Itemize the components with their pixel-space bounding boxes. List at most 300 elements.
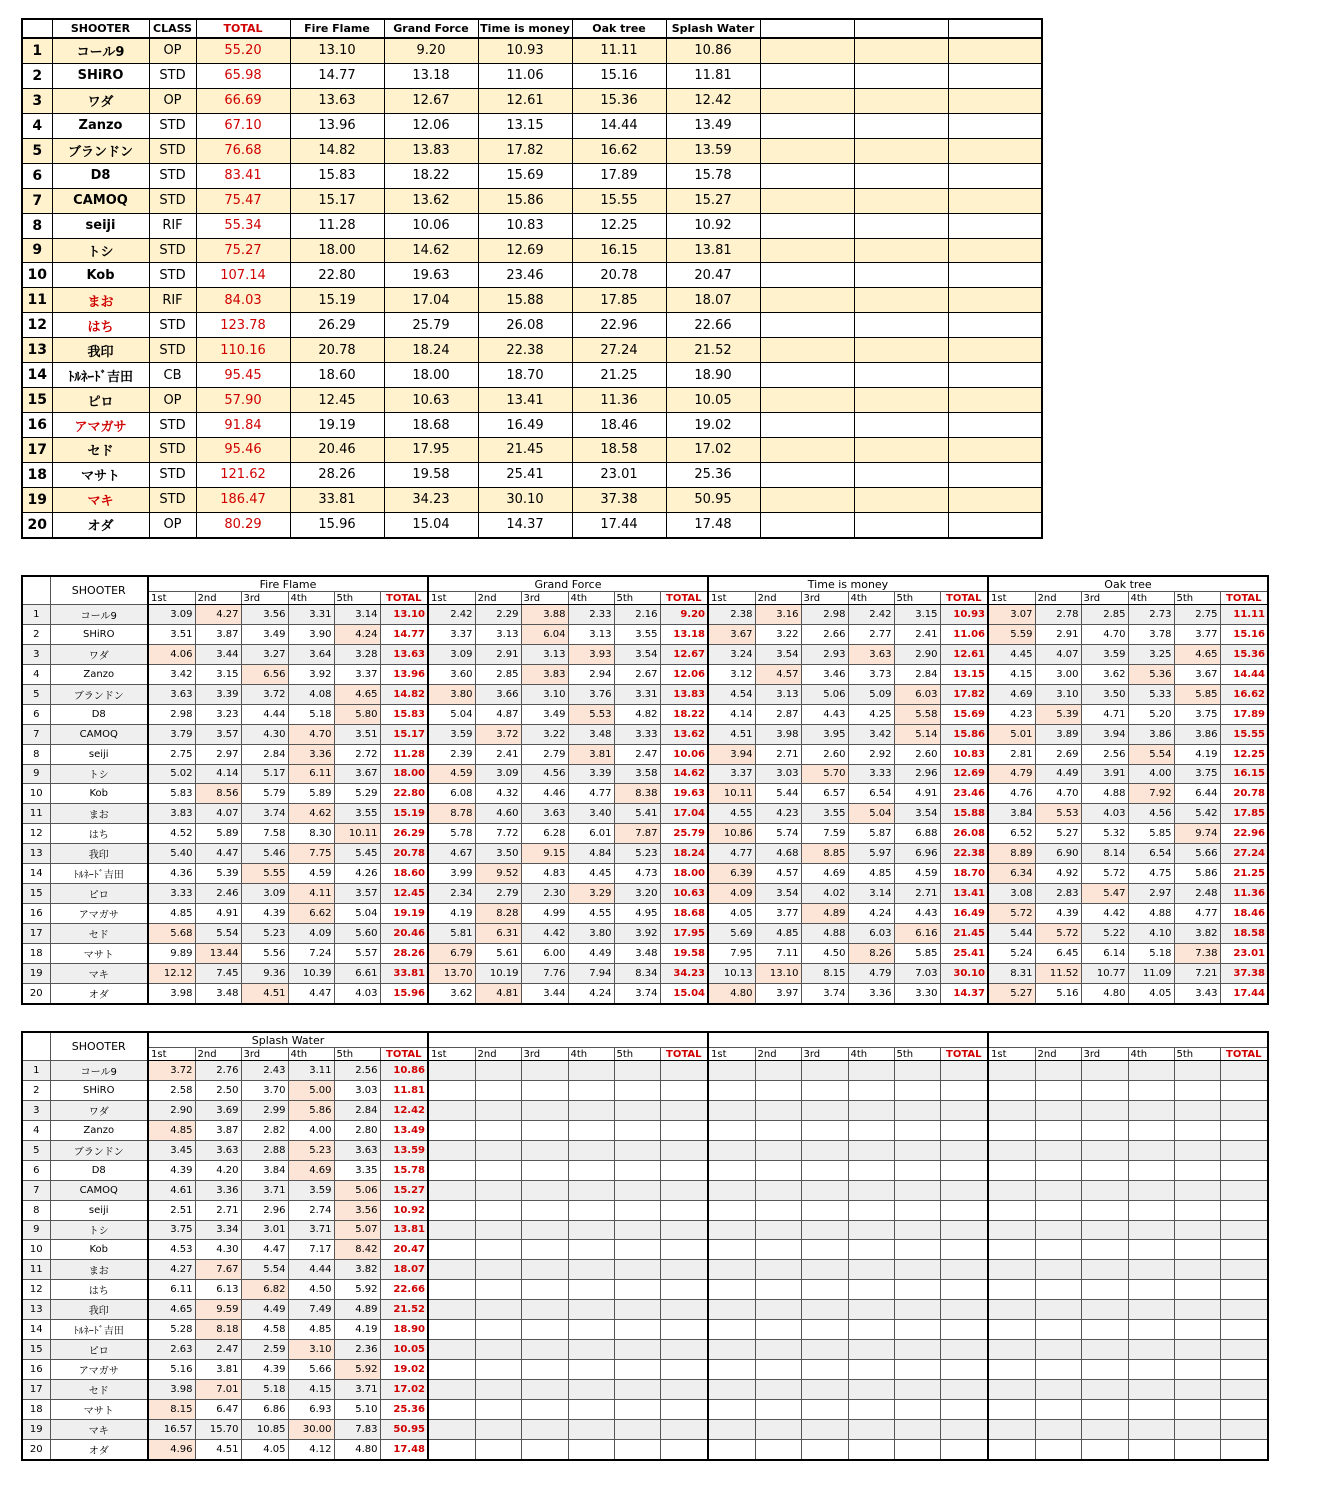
string-time — [848, 1240, 894, 1260]
stage-time: 10.06 — [384, 213, 478, 238]
stage-total: 18.00 — [660, 864, 708, 884]
stage-total — [1220, 1419, 1268, 1439]
stage-total — [940, 1300, 988, 1320]
string-time: 5.04 — [848, 804, 894, 824]
string-time — [521, 1140, 568, 1160]
stage-group-header: Grand Force — [428, 576, 708, 592]
shooter-name: アマガサ — [52, 413, 149, 438]
string-time: 13.10 — [755, 963, 801, 983]
string-time: 4.69 — [288, 1160, 334, 1180]
string-time: 5.14 — [894, 724, 940, 744]
string-time: 5.78 — [428, 824, 475, 844]
string-time: 3.00 — [1035, 664, 1081, 684]
summary-row — [22, 288, 1042, 313]
string-time: 5.54 — [1128, 744, 1174, 764]
string-time: 4.62 — [288, 804, 334, 824]
string-time — [1081, 1280, 1128, 1300]
string-time: 5.59 — [988, 624, 1035, 644]
string-time — [1128, 1360, 1174, 1380]
string-time: 2.71 — [755, 744, 801, 764]
string-time: 10.11 — [708, 784, 755, 804]
string-time — [848, 1200, 894, 1220]
string-time — [894, 1100, 940, 1120]
string-time: 3.01 — [241, 1220, 288, 1240]
stage-time: 11.06 — [478, 63, 572, 88]
shooter-name: CAMOQ — [50, 1180, 148, 1200]
string-time: 6.54 — [1128, 844, 1174, 864]
shooter-class: STD — [149, 263, 196, 288]
summary-empty-header-cell — [948, 19, 1042, 38]
string-time — [1035, 1280, 1081, 1300]
total-time: 65.98 — [196, 63, 290, 88]
string-subheader: 1st — [148, 592, 195, 605]
string-time: 3.55 — [801, 804, 848, 824]
string-time — [848, 1360, 894, 1380]
string-time — [1035, 1419, 1081, 1439]
string-time: 8.89 — [988, 844, 1035, 864]
stage-group-header — [988, 1032, 1268, 1048]
stage-time: 18.68 — [384, 413, 478, 438]
string-time: 4.87 — [475, 704, 521, 724]
shooter-name: ﾄﾙﾈｰﾄﾞ吉田 — [50, 864, 148, 884]
empty-cell — [854, 338, 948, 363]
stage-total: 14.77 — [380, 624, 428, 644]
string-time: 2.91 — [475, 644, 521, 664]
shooter-number: 1 — [22, 38, 52, 63]
shooter-number: 13 — [22, 1300, 50, 1320]
string-time — [1174, 1240, 1220, 1260]
string-time — [988, 1280, 1035, 1300]
string-time: 5.28 — [148, 1320, 195, 1340]
string-time: 5.79 — [241, 784, 288, 804]
shooter-name: はち — [50, 824, 148, 844]
string-time: 8.15 — [801, 963, 848, 983]
stage-total — [940, 1120, 988, 1140]
string-time: 4.46 — [521, 784, 568, 804]
string-time: 5.97 — [848, 844, 894, 864]
string-time: 4.42 — [1081, 904, 1128, 924]
string-time: 2.98 — [801, 605, 848, 625]
string-time: 4.09 — [288, 924, 334, 944]
stage-time: 10.86 — [666, 38, 760, 63]
string-time: 3.56 — [334, 1200, 380, 1220]
string-time — [568, 1120, 614, 1140]
stage-time: 15.86 — [478, 188, 572, 213]
total-subheader: TOTAL — [1220, 592, 1268, 605]
string-time — [521, 1439, 568, 1459]
empty-cell — [760, 63, 854, 88]
shooter-number: 14 — [22, 864, 50, 884]
string-time: 5.58 — [894, 704, 940, 724]
string-time: 2.71 — [894, 884, 940, 904]
string-time: 3.63 — [195, 1140, 241, 1160]
string-time — [708, 1360, 755, 1380]
string-time: 2.80 — [334, 1120, 380, 1140]
string-time: 2.83 — [1035, 884, 1081, 904]
string-time: 4.70 — [1081, 624, 1128, 644]
string-time: 4.76 — [988, 784, 1035, 804]
string-time: 5.87 — [848, 824, 894, 844]
empty-cell — [760, 288, 854, 313]
string-time — [521, 1240, 568, 1260]
string-time: 2.98 — [148, 704, 195, 724]
shooter-name: SHiRO — [52, 63, 149, 88]
string-time: 5.72 — [988, 904, 1035, 924]
stage-total: 11.36 — [1220, 884, 1268, 904]
string-time: 5.92 — [334, 1280, 380, 1300]
string-time — [848, 1320, 894, 1340]
string-time: 5.10 — [334, 1399, 380, 1419]
shooter-name: まお — [52, 288, 149, 313]
string-subheader: 5th — [1174, 1048, 1220, 1061]
string-subheader: 4th — [288, 1048, 334, 1061]
string-time — [801, 1320, 848, 1340]
string-time: 3.23 — [195, 704, 241, 724]
stage-total: 18.07 — [380, 1260, 428, 1280]
stage-total: 21.52 — [380, 1300, 428, 1320]
stage-time: 15.27 — [666, 188, 760, 213]
stage-total — [660, 1380, 708, 1400]
string-time — [755, 1360, 801, 1380]
string-time: 3.36 — [195, 1180, 241, 1200]
string-time: 3.81 — [568, 744, 614, 764]
string-time: 4.05 — [241, 1439, 288, 1459]
stage-total: 13.59 — [380, 1140, 428, 1160]
shooter-header: SHOOTER — [50, 576, 148, 605]
shooter-name: マキ — [50, 963, 148, 983]
string-time: 3.86 — [1128, 724, 1174, 744]
string-time: 3.98 — [148, 1380, 195, 1400]
stage-total: 13.15 — [940, 664, 988, 684]
string-time — [801, 1439, 848, 1459]
string-time: 6.00 — [521, 943, 568, 963]
string-time — [475, 1140, 521, 1160]
string-time — [614, 1220, 660, 1240]
string-time — [568, 1419, 614, 1439]
stage-total: 15.04 — [660, 983, 708, 1003]
shooter-name: ﾄﾙﾈｰﾄﾞ吉田 — [52, 363, 149, 388]
string-time: 3.08 — [988, 884, 1035, 904]
string-time — [755, 1380, 801, 1400]
string-time: 5.54 — [195, 924, 241, 944]
string-time: 7.49 — [288, 1300, 334, 1320]
string-time: 3.66 — [475, 684, 521, 704]
string-time — [708, 1100, 755, 1120]
string-time — [848, 1061, 894, 1081]
string-time: 4.12 — [288, 1439, 334, 1459]
string-time — [1128, 1080, 1174, 1100]
stage-total: 14.82 — [380, 684, 428, 704]
string-time — [988, 1080, 1035, 1100]
string-time — [1081, 1399, 1128, 1419]
string-time — [755, 1220, 801, 1240]
stage-time: 10.92 — [666, 213, 760, 238]
string-time — [1128, 1061, 1174, 1081]
string-time: 2.90 — [148, 1100, 195, 1120]
string-time: 4.84 — [568, 844, 614, 864]
shooter-number: 7 — [22, 724, 50, 744]
stage-total — [940, 1260, 988, 1280]
stage-total: 22.66 — [380, 1280, 428, 1300]
detail-row — [22, 864, 1268, 884]
string-time: 7.03 — [894, 963, 940, 983]
string-time: 2.93 — [801, 644, 848, 664]
stage-total: 27.24 — [1220, 844, 1268, 864]
string-time: 5.18 — [1128, 943, 1174, 963]
stage-total: 18.24 — [660, 844, 708, 864]
string-time — [428, 1061, 475, 1081]
stage-total: 18.58 — [1220, 924, 1268, 944]
shooter-number: 8 — [22, 213, 52, 238]
empty-cell — [760, 388, 854, 413]
string-time — [568, 1160, 614, 1180]
stage-total: 12.06 — [660, 664, 708, 684]
string-time — [1128, 1300, 1174, 1320]
string-time — [801, 1220, 848, 1240]
string-subheader: 1st — [148, 1048, 195, 1061]
string-time — [894, 1180, 940, 1200]
string-time: 4.15 — [288, 1380, 334, 1400]
string-time: 4.03 — [334, 983, 380, 1003]
string-time — [708, 1240, 755, 1260]
string-time — [755, 1120, 801, 1140]
stage-total — [660, 1140, 708, 1160]
string-time: 5.00 — [288, 1080, 334, 1100]
string-time: 6.03 — [894, 684, 940, 704]
string-time — [801, 1399, 848, 1419]
shooter-number: 17 — [22, 438, 52, 463]
string-time: 5.47 — [1081, 884, 1128, 904]
detail-row — [22, 1380, 1268, 1400]
empty-cell — [854, 462, 948, 487]
string-time: 2.41 — [894, 624, 940, 644]
string-time: 3.81 — [195, 1360, 241, 1380]
string-time — [988, 1140, 1035, 1160]
string-time: 2.66 — [801, 624, 848, 644]
shooter-number: 5 — [22, 684, 50, 704]
stage-time: 17.04 — [384, 288, 478, 313]
string-time: 3.49 — [521, 704, 568, 724]
string-time: 5.60 — [334, 924, 380, 944]
empty-cell — [948, 263, 1042, 288]
stage-total: 17.02 — [380, 1380, 428, 1400]
string-time — [801, 1100, 848, 1120]
string-time — [894, 1380, 940, 1400]
string-time: 3.29 — [568, 884, 614, 904]
string-time: 3.74 — [614, 983, 660, 1003]
string-time: 3.57 — [195, 724, 241, 744]
string-time — [521, 1080, 568, 1100]
string-time: 4.39 — [241, 904, 288, 924]
shooter-name: D8 — [50, 704, 148, 724]
stage-time: 17.02 — [666, 438, 760, 463]
string-time: 3.62 — [1081, 664, 1128, 684]
summary-header-cell: TOTAL — [196, 19, 290, 38]
string-time: 4.23 — [988, 704, 1035, 724]
stage-total: 14.44 — [1220, 664, 1268, 684]
stage-total — [1220, 1120, 1268, 1140]
stage-time: 12.06 — [384, 113, 478, 138]
shooter-name: マサト — [50, 1399, 148, 1419]
shooter-number: 2 — [22, 1080, 50, 1100]
string-time: 9.89 — [148, 943, 195, 963]
string-time — [521, 1419, 568, 1439]
stage-total: 25.79 — [660, 824, 708, 844]
stage-total: 11.28 — [380, 744, 428, 764]
empty-cell — [760, 213, 854, 238]
stage-time: 17.48 — [666, 512, 760, 537]
stage-time: 17.95 — [384, 438, 478, 463]
string-time: 4.85 — [148, 904, 195, 924]
string-time — [568, 1340, 614, 1360]
string-time: 3.50 — [475, 844, 521, 864]
detail-row — [22, 804, 1268, 824]
string-time — [801, 1260, 848, 1280]
string-time: 5.09 — [848, 684, 894, 704]
string-time: 4.47 — [288, 983, 334, 1003]
stage-time: 13.96 — [290, 113, 384, 138]
string-time: 4.51 — [241, 983, 288, 1003]
stage-total — [660, 1120, 708, 1140]
shooter-class: STD — [149, 313, 196, 338]
string-time — [1174, 1220, 1220, 1240]
string-time — [475, 1360, 521, 1380]
string-time: 5.16 — [1035, 983, 1081, 1003]
stage-time: 22.38 — [478, 338, 572, 363]
stage-time: 18.24 — [384, 338, 478, 363]
stage-time: 12.25 — [572, 213, 666, 238]
string-time — [475, 1061, 521, 1081]
summary-row — [22, 63, 1042, 88]
string-time — [428, 1300, 475, 1320]
string-time: 5.81 — [428, 924, 475, 944]
string-time — [1081, 1340, 1128, 1360]
stage-time: 13.41 — [478, 388, 572, 413]
stage-time: 15.04 — [384, 512, 478, 537]
stage-time: 12.61 — [478, 88, 572, 113]
stage-total — [1220, 1380, 1268, 1400]
empty-cell — [854, 138, 948, 163]
string-time: 9.52 — [475, 864, 521, 884]
string-time: 2.84 — [894, 664, 940, 684]
string-time: 2.30 — [521, 884, 568, 904]
string-time — [894, 1360, 940, 1380]
detail-row — [22, 943, 1268, 963]
stage-time: 19.63 — [384, 263, 478, 288]
empty-cell — [760, 338, 854, 363]
string-time: 2.58 — [148, 1080, 195, 1100]
summary-row — [22, 213, 1042, 238]
string-time: 4.14 — [195, 764, 241, 784]
string-time: 5.17 — [241, 764, 288, 784]
string-time — [988, 1340, 1035, 1360]
stage-total: 25.41 — [940, 943, 988, 963]
stage-total — [940, 1160, 988, 1180]
stage-total: 18.70 — [940, 864, 988, 884]
string-subheader: 3rd — [1081, 1048, 1128, 1061]
string-time: 5.89 — [288, 784, 334, 804]
string-time: 3.74 — [241, 804, 288, 824]
string-time: 4.88 — [1081, 784, 1128, 804]
stage-total: 30.10 — [940, 963, 988, 983]
string-subheader: 3rd — [1081, 592, 1128, 605]
string-time — [848, 1120, 894, 1140]
summary-header-cell: SHOOTER — [52, 19, 149, 38]
string-time: 3.67 — [1174, 664, 1220, 684]
string-time: 2.94 — [568, 664, 614, 684]
string-time: 4.55 — [708, 804, 755, 824]
string-time: 3.11 — [288, 1061, 334, 1081]
string-time: 5.23 — [241, 924, 288, 944]
string-time — [1174, 1100, 1220, 1120]
stage-total — [940, 1380, 988, 1400]
string-time: 6.90 — [1035, 844, 1081, 864]
string-time — [521, 1160, 568, 1180]
string-time — [1128, 1260, 1174, 1280]
string-time: 3.14 — [334, 605, 380, 625]
string-time: 6.11 — [288, 764, 334, 784]
string-time: 4.67 — [428, 844, 475, 864]
string-time: 6.31 — [475, 924, 521, 944]
shooter-number: 18 — [22, 462, 52, 487]
string-time: 5.33 — [1128, 684, 1174, 704]
string-time — [521, 1360, 568, 1380]
stage-total — [940, 1280, 988, 1300]
total-subheader: TOTAL — [380, 1048, 428, 1061]
stage-group-header — [428, 1032, 708, 1048]
string-time: 2.88 — [241, 1140, 288, 1160]
stage-time: 15.88 — [478, 288, 572, 313]
string-subheader: 3rd — [801, 1048, 848, 1061]
string-time: 3.22 — [755, 624, 801, 644]
string-time: 3.09 — [241, 884, 288, 904]
string-time: 3.27 — [241, 644, 288, 664]
string-time — [475, 1220, 521, 1240]
empty-cell — [760, 413, 854, 438]
stage-time: 19.02 — [666, 413, 760, 438]
detail-row — [22, 1240, 1268, 1260]
stage-total: 10.83 — [940, 744, 988, 764]
string-time: 2.84 — [241, 744, 288, 764]
stage-total — [1220, 1280, 1268, 1300]
shooter-number: 19 — [22, 1419, 50, 1439]
string-time: 6.47 — [195, 1399, 241, 1419]
string-time — [755, 1200, 801, 1220]
string-time: 3.67 — [708, 624, 755, 644]
string-time — [1081, 1120, 1128, 1140]
shooter-class: STD — [149, 487, 196, 512]
string-time: 6.62 — [288, 904, 334, 924]
string-time: 7.94 — [568, 963, 614, 983]
string-time: 5.57 — [334, 943, 380, 963]
string-time: 3.59 — [1081, 644, 1128, 664]
string-time: 4.49 — [1035, 764, 1081, 784]
stage-total: 17.04 — [660, 804, 708, 824]
string-time — [568, 1360, 614, 1380]
stage-total — [1220, 1160, 1268, 1180]
string-time — [708, 1380, 755, 1400]
string-time — [894, 1160, 940, 1180]
shooter-number: 4 — [22, 113, 52, 138]
total-time: 95.46 — [196, 438, 290, 463]
shooter-number: 8 — [22, 1200, 50, 1220]
shooter-name: ピロ — [50, 1340, 148, 1360]
stage-total: 20.46 — [380, 924, 428, 944]
string-time: 5.27 — [988, 983, 1035, 1003]
stage-time: 22.96 — [572, 313, 666, 338]
stage-total — [660, 1260, 708, 1280]
stage-time: 37.38 — [572, 487, 666, 512]
